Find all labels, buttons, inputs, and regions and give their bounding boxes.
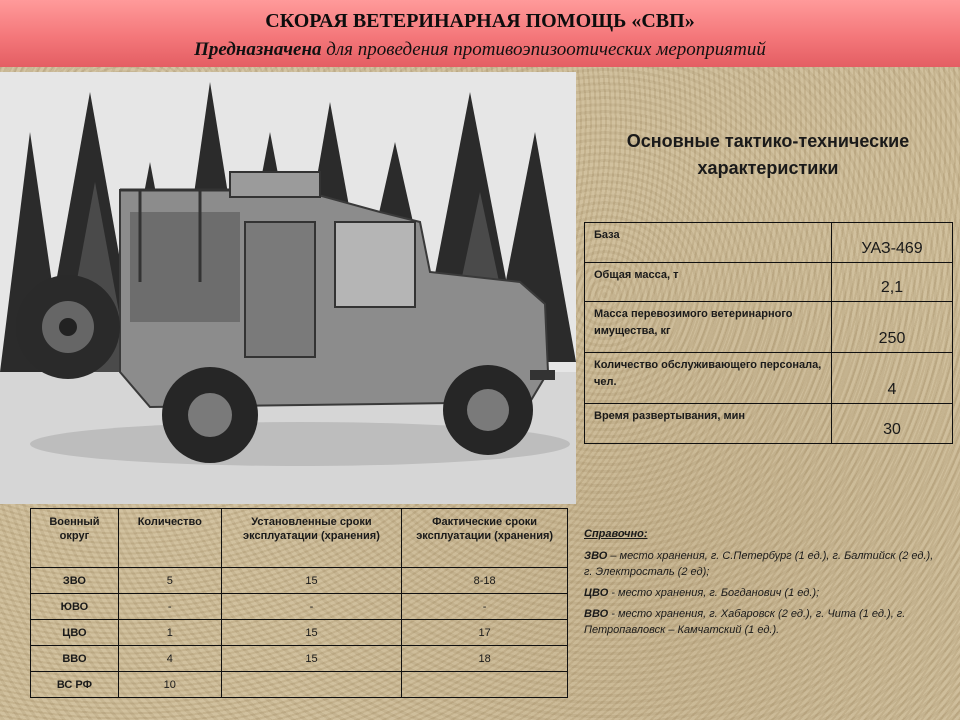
table-row (585, 263, 953, 302)
table-cell: 5 (118, 568, 221, 594)
table-row (585, 404, 953, 444)
table-cell: 1 (118, 620, 221, 646)
subtitle-bold: Предназначена (194, 39, 322, 60)
table-row (585, 302, 953, 353)
column-header: Фактические сроки эксплуатации (хранения) (402, 509, 568, 568)
table-cell: 15 (221, 646, 402, 672)
column-header: Военный округ (31, 509, 119, 568)
table-row (31, 646, 568, 672)
reference-text: - место хранения, г. Богданович (1 ед.); (608, 587, 820, 599)
spec-value: 2,1 (832, 263, 953, 302)
spec-value: УАЗ-469 (832, 223, 953, 263)
spec-label: Общая масса, т (585, 263, 832, 302)
district-name: ЮВО (31, 594, 119, 620)
reference-code: ЦВО (584, 587, 609, 599)
district-name: ЦВО (31, 620, 119, 646)
column-header: Количество (118, 509, 221, 568)
table-row (31, 620, 568, 646)
reference-text: – место хранения, г. С.Петербург (1 ед.), г. Балтийск (2 ед.), г. Электросталь (2 ед); (584, 550, 934, 578)
table-cell: - (402, 594, 568, 620)
table-cell: 8-18 (402, 568, 568, 594)
reference-notes (584, 526, 944, 643)
spec-value: 4 (832, 353, 953, 404)
vehicle-illustration (0, 72, 576, 504)
page-title: СКОРАЯ ВЕТЕРИНАРНАЯ ПОМОЩЬ «СВП» (265, 10, 695, 32)
district-name: ВВО (31, 646, 119, 672)
reference-item (584, 606, 944, 638)
table-row (31, 672, 568, 698)
vehicle-photo (0, 72, 576, 504)
spec-label: Время развертывания, мин (585, 404, 832, 444)
districts-table (30, 508, 568, 698)
table-cell: 15 (221, 620, 402, 646)
reference-item (584, 585, 944, 601)
table-row (31, 568, 568, 594)
reference-text: - место хранения, г. Хабаровск (2 ед.), г. Чита (1 ед.), г. Петропавловск – Камчатский (1 ед.). (584, 608, 906, 636)
spec-label: Количество обслуживающего персонала, чел. (585, 353, 832, 404)
table-cell (221, 672, 402, 698)
page-subtitle (0, 39, 960, 61)
column-header: Установленные сроки эксплуатации (хранения) (221, 509, 402, 568)
district-name: ЗВО (31, 568, 119, 594)
header-banner (0, 0, 960, 67)
spec-value: 250 (832, 302, 953, 353)
subtitle-text: для проведения противоэпизоотических мероприятий (321, 39, 766, 60)
reference-title: Справочно: (584, 528, 648, 540)
district-name: ВС РФ (31, 672, 119, 698)
table-row (31, 594, 568, 620)
table-row (585, 353, 953, 404)
reference-code: ЗВО (584, 550, 608, 562)
reference-code: ВВО (584, 608, 609, 620)
table-row (585, 223, 953, 263)
table-cell: 15 (221, 568, 402, 594)
table-cell: 10 (118, 672, 221, 698)
table-cell: 4 (118, 646, 221, 672)
table-cell (402, 672, 568, 698)
reference-item (584, 548, 944, 580)
specs-table (584, 222, 953, 444)
table-cell: 18 (402, 646, 568, 672)
spec-label: База (585, 223, 832, 263)
table-cell: - (118, 594, 221, 620)
spec-label: Масса перевозимого ветеринарного имущества, кг (585, 302, 832, 353)
table-header-row (31, 509, 568, 568)
table-cell: - (221, 594, 402, 620)
specs-heading: Основные тактико-технические характеристики (626, 131, 910, 178)
spec-value: 30 (832, 404, 953, 444)
table-cell: 17 (402, 620, 568, 646)
